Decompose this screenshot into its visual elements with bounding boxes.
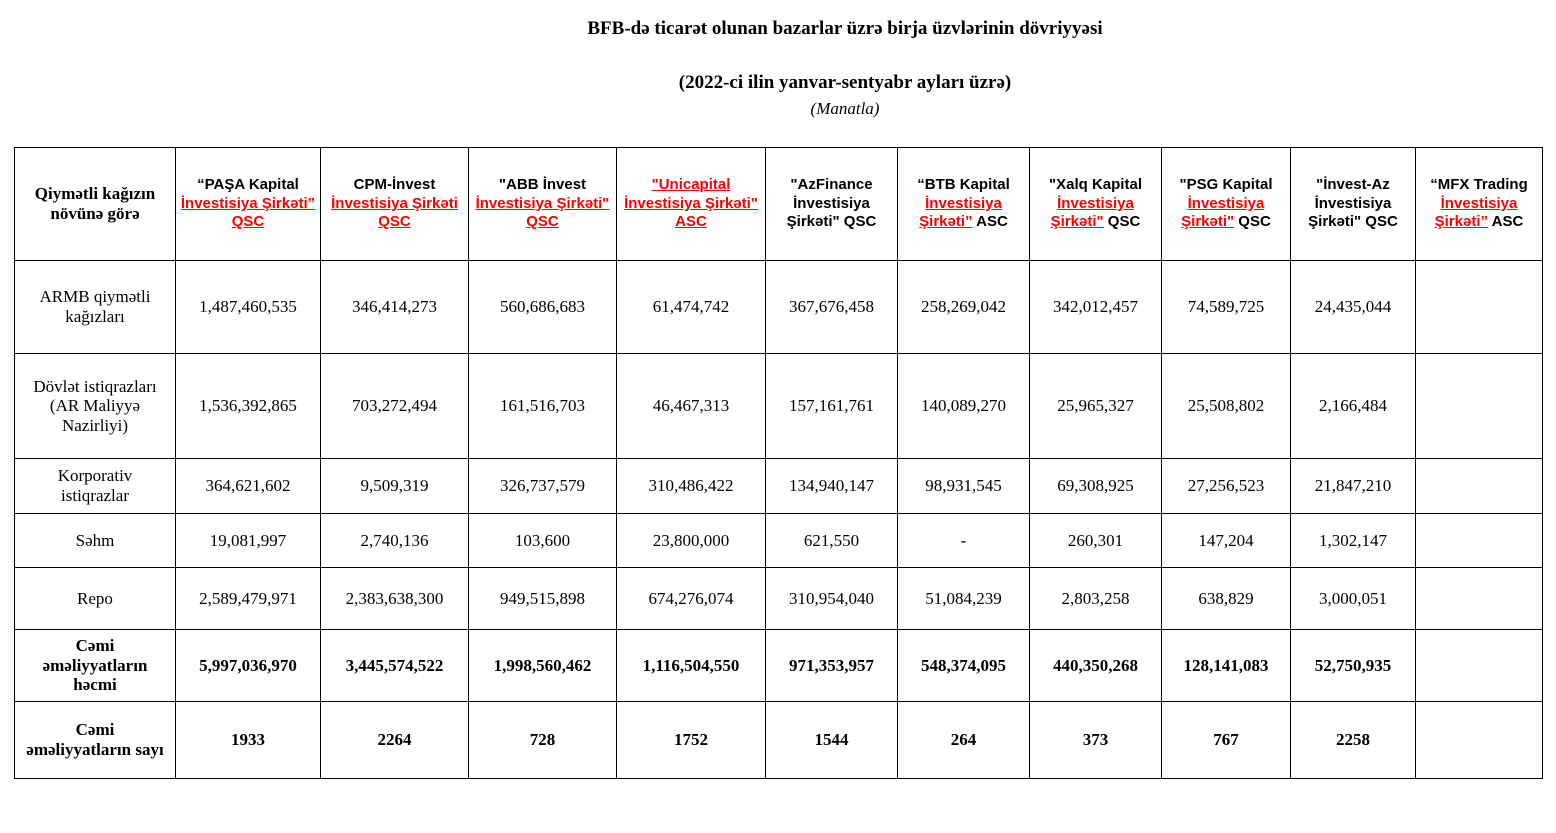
- value-cell: 373: [1030, 702, 1162, 779]
- value-cell: 98,931,545: [898, 459, 1030, 514]
- value-cell: 157,161,761: [766, 354, 898, 459]
- value-cell: 949,515,898: [469, 568, 617, 630]
- table-row: [15, 630, 1543, 702]
- table-row: [15, 354, 1543, 459]
- value-cell: 264: [898, 702, 1030, 779]
- value-cell: 51,084,239: [898, 568, 1030, 630]
- value-cell: 971,353,957: [766, 630, 898, 702]
- member-name-red-segment: İnvestisiya Şirkəti QSC: [331, 194, 458, 231]
- value-cell: 342,012,457: [1030, 261, 1162, 354]
- column-header-member: [617, 148, 766, 261]
- value-cell: 2,589,479,971: [176, 568, 321, 630]
- value-cell: 61,474,742: [617, 261, 766, 354]
- value-cell: 103,600: [469, 514, 617, 568]
- column-header-member: [766, 148, 898, 261]
- value-cell: 140,089,270: [898, 354, 1030, 459]
- member-name-red-segment: İnvestisiya Şirkəti" QSC: [475, 194, 610, 231]
- value-cell: 2264: [321, 702, 469, 779]
- member-name-segment: CPM-İnvest: [353, 175, 436, 193]
- value-cell: 2,166,484: [1291, 354, 1416, 459]
- unit-note: (Manatla): [810, 99, 880, 118]
- value-cell: 46,467,313: [617, 354, 766, 459]
- member-name-segment: QSC: [1103, 213, 1141, 231]
- column-header-member: [898, 148, 1030, 261]
- value-cell: 367,676,458: [766, 261, 898, 354]
- value-cell: 1,302,147: [1291, 514, 1416, 568]
- value-cell: 260,301: [1030, 514, 1162, 568]
- value-cell: 560,686,683: [469, 261, 617, 354]
- value-cell: 310,954,040: [766, 568, 898, 630]
- value-cell: 326,737,579: [469, 459, 617, 514]
- value-cell: 703,272,494: [321, 354, 469, 459]
- value-cell: [1416, 459, 1543, 514]
- column-header-member: [1030, 148, 1162, 261]
- document-heading: [0, 0, 1556, 119]
- row-label: Dövlət istiqrazları (AR Maliyyə Nazirliyi): [15, 354, 176, 459]
- value-cell: [1416, 514, 1543, 568]
- member-name-red-segment: İnvestisiya Şirkəti” QSC: [180, 194, 316, 231]
- row-label: Cəmi əməliyyatların həcmi: [15, 630, 176, 702]
- member-name-red-segment: İnvestisiya Şirkəti”: [1434, 194, 1518, 231]
- member-name-segment: "ABB İnvest: [498, 175, 587, 193]
- value-cell: 128,141,083: [1162, 630, 1291, 702]
- member-name-segment: “MFX Trading: [1430, 175, 1528, 193]
- member-name-segment: “PAŞA Kapital: [197, 175, 299, 193]
- value-cell: 310,486,422: [617, 459, 766, 514]
- member-name-segment: ASC: [972, 213, 1008, 231]
- value-cell: [1416, 702, 1543, 779]
- member-name-red-segment: İnvestisiya Şirkəti”: [919, 194, 1002, 231]
- member-name-red-segment: İnvestisiya Şirkəti": [1050, 194, 1134, 231]
- value-cell: 1752: [617, 702, 766, 779]
- row-label: Cəmi əməliyyatların sayı: [15, 702, 176, 779]
- value-cell: 364,621,602: [176, 459, 321, 514]
- value-cell: 638,829: [1162, 568, 1291, 630]
- row-label: Repo: [15, 568, 176, 630]
- value-cell: -: [898, 514, 1030, 568]
- value-cell: 21,847,210: [1291, 459, 1416, 514]
- value-cell: 74,589,725: [1162, 261, 1291, 354]
- member-name-red-segment: "Unicapital İnvestisiya Şirkəti" ASC: [624, 175, 758, 231]
- value-cell: 25,965,327: [1030, 354, 1162, 459]
- value-cell: 258,269,042: [898, 261, 1030, 354]
- column-header-member: [469, 148, 617, 261]
- member-name-red-segment: İnvestisiya Şirkəti": [1181, 194, 1265, 231]
- value-cell: 2,383,638,300: [321, 568, 469, 630]
- member-name-segment: QSC: [1234, 213, 1271, 231]
- value-cell: [1416, 568, 1543, 630]
- column-header-security-type: Qiymətli kağızın növünə görə: [15, 148, 176, 261]
- table-row: [15, 261, 1543, 354]
- value-cell: 3,445,574,522: [321, 630, 469, 702]
- value-cell: 5,997,036,970: [176, 630, 321, 702]
- table-row: [15, 702, 1543, 779]
- document-subtitle: (2022-ci ilin yanvar-sentyabr ayları üzrə): [678, 72, 1012, 93]
- value-cell: 440,350,268: [1030, 630, 1162, 702]
- value-cell: 25,508,802: [1162, 354, 1291, 459]
- value-cell: 1,998,560,462: [469, 630, 617, 702]
- member-name-segment: "PSG Kapital: [1179, 175, 1273, 193]
- value-cell: [1416, 630, 1543, 702]
- value-cell: 23,800,000: [617, 514, 766, 568]
- value-cell: 27,256,523: [1162, 459, 1291, 514]
- table-row: [15, 459, 1543, 514]
- row-label: ARMB qiymətli kağızları: [15, 261, 176, 354]
- value-cell: 548,374,095: [898, 630, 1030, 702]
- table-row: [15, 514, 1543, 568]
- row-label: Səhm: [15, 514, 176, 568]
- value-cell: 767: [1162, 702, 1291, 779]
- column-header-member: [1291, 148, 1416, 261]
- value-cell: 147,204: [1162, 514, 1291, 568]
- value-cell: 2,740,136: [321, 514, 469, 568]
- member-name-segment: "AzFinance İnvestisiya Şirkəti" QSC: [786, 175, 877, 231]
- value-cell: 19,081,997: [176, 514, 321, 568]
- value-cell: 1933: [176, 702, 321, 779]
- value-cell: [1416, 354, 1543, 459]
- value-cell: 2258: [1291, 702, 1416, 779]
- value-cell: 1,536,392,865: [176, 354, 321, 459]
- value-cell: 674,276,074: [617, 568, 766, 630]
- column-header-member: [1162, 148, 1291, 261]
- value-cell: 621,550: [766, 514, 898, 568]
- value-cell: 346,414,273: [321, 261, 469, 354]
- value-cell: 24,435,044: [1291, 261, 1416, 354]
- value-cell: 134,940,147: [766, 459, 898, 514]
- member-name-segment: “BTB Kapital: [917, 175, 1010, 193]
- turnover-table: [14, 147, 1543, 779]
- table-header-row: [15, 148, 1543, 261]
- document-title: BFB-də ticarət olunan bazarlar üzrə birja üzvlərinin dövriyyəsi: [587, 18, 1103, 39]
- value-cell: 1544: [766, 702, 898, 779]
- row-label: Korporativ istiqrazlar: [15, 459, 176, 514]
- table-row: [15, 568, 1543, 630]
- member-name-segment: ASC: [1488, 213, 1524, 231]
- member-name-segment: "Xalq Kapital: [1049, 175, 1142, 193]
- column-header-member: [176, 148, 321, 261]
- value-cell: 2,803,258: [1030, 568, 1162, 630]
- value-cell: 161,516,703: [469, 354, 617, 459]
- column-header-member: [1416, 148, 1543, 261]
- value-cell: 3,000,051: [1291, 568, 1416, 630]
- member-name-segment: "İnvest-Az İnvestisiya Şirkəti" QSC: [1308, 175, 1398, 231]
- value-cell: 728: [469, 702, 617, 779]
- value-cell: 1,487,460,535: [176, 261, 321, 354]
- value-cell: 1,116,504,550: [617, 630, 766, 702]
- value-cell: 69,308,925: [1030, 459, 1162, 514]
- value-cell: 9,509,319: [321, 459, 469, 514]
- value-cell: 52,750,935: [1291, 630, 1416, 702]
- value-cell: [1416, 261, 1543, 354]
- column-header-member: [321, 148, 469, 261]
